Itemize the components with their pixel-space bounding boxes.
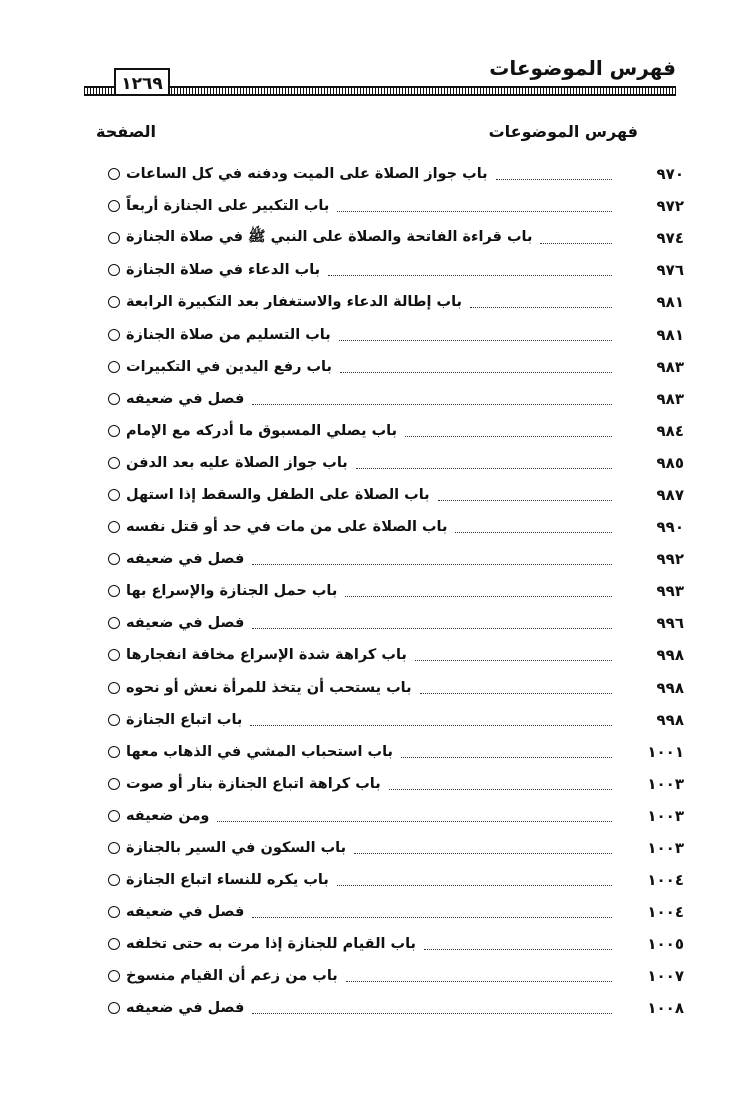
circle-bullet-icon xyxy=(108,457,120,469)
toc-row xyxy=(100,736,684,768)
toc-entry-page: ١٠٠٥ xyxy=(647,935,684,954)
toc-entry-title: باب قراءة الفاتحة والصلاة على النبي ﷺ في صلاة الجنازة xyxy=(126,228,533,245)
dot-leader xyxy=(250,724,612,726)
dot-leader xyxy=(328,274,612,276)
toc-entry-title: باب التكبير على الجنازة أربعاً xyxy=(126,198,330,215)
toc-row xyxy=(100,992,684,1024)
circle-bullet-icon xyxy=(108,970,120,982)
dot-leader xyxy=(217,820,612,822)
circle-bullet-icon xyxy=(108,1002,120,1014)
toc-entry-page: ٩٩٨ xyxy=(656,646,684,665)
toc-row xyxy=(100,864,684,896)
toc-row xyxy=(100,351,684,383)
circle-bullet-icon xyxy=(108,617,120,629)
dot-leader xyxy=(470,306,612,308)
dot-leader xyxy=(405,435,612,437)
circle-bullet-icon xyxy=(108,553,120,565)
dot-leader xyxy=(540,242,612,244)
toc-row xyxy=(100,415,684,447)
dot-leader xyxy=(420,692,612,694)
dot-leader xyxy=(339,339,612,341)
circle-bullet-icon xyxy=(108,778,120,790)
dot-leader xyxy=(252,627,612,629)
toc-entry-page: ٩٨٣ xyxy=(656,389,684,408)
dot-leader xyxy=(354,852,612,854)
toc-entry-page: ٩٧٦ xyxy=(656,261,684,280)
toc-row xyxy=(100,190,684,222)
toc-row xyxy=(100,639,684,671)
toc-entry-title: فصل في ضعيفه xyxy=(126,904,245,921)
circle-bullet-icon xyxy=(108,168,120,180)
toc-row xyxy=(100,447,684,479)
toc-entry-title: باب السكون في السير بالجنازة xyxy=(126,840,347,857)
toc-row xyxy=(100,575,684,607)
toc-entry-title: باب حمل الجنازة والإسراع بها xyxy=(126,583,338,600)
dot-leader xyxy=(337,210,612,212)
toc-entry-title: فصل في ضعيفه xyxy=(126,1000,245,1017)
dot-leader xyxy=(415,659,612,661)
circle-bullet-icon xyxy=(108,585,120,597)
dot-leader xyxy=(252,403,612,405)
toc-entry-page: ٩٨١ xyxy=(656,325,684,344)
toc-entry-page: ٩٨٣ xyxy=(656,357,684,376)
toc-entry-page: ٩٩٦ xyxy=(656,614,684,633)
toc-entry-title: فصل في ضعيفه xyxy=(126,551,245,568)
circle-bullet-icon xyxy=(108,489,120,501)
toc-row xyxy=(100,254,684,286)
toc-entry-title: ومن ضعيفه xyxy=(126,807,210,824)
dot-leader xyxy=(455,531,612,533)
circle-bullet-icon xyxy=(108,906,120,918)
circle-bullet-icon xyxy=(108,810,120,822)
circle-bullet-icon xyxy=(108,329,120,341)
toc-row xyxy=(100,222,684,254)
page-number: ١٢٦٩ xyxy=(114,68,170,96)
circle-bullet-icon xyxy=(108,200,120,212)
toc-entry-title: باب التسليم من صلاة الجنازة xyxy=(126,326,331,343)
toc-row xyxy=(100,800,684,832)
dot-leader xyxy=(496,178,612,180)
toc-entry-title: باب يكره للنساء اتباع الجنازة xyxy=(126,872,329,889)
toc-entry-title: باب رفع اليدين في التكبيرات xyxy=(126,358,332,375)
toc-entry-page: ٩٧٠ xyxy=(656,165,684,184)
toc-entry-page: ٩٩٠ xyxy=(656,518,684,537)
toc-row xyxy=(100,607,684,639)
toc-entry-title: باب الصلاة على الطفل والسقط إذا استهل xyxy=(126,486,430,503)
toc-row xyxy=(100,383,684,415)
toc-row xyxy=(100,896,684,928)
circle-bullet-icon xyxy=(108,425,120,437)
toc-entry-page: ٩٨٧ xyxy=(656,485,684,504)
page-column-heading: الصفحة xyxy=(96,122,157,141)
dot-leader xyxy=(346,980,612,982)
circle-bullet-icon xyxy=(108,714,120,726)
dot-leader xyxy=(345,595,612,597)
toc-entry-page: ٩٩٣ xyxy=(656,582,684,601)
circle-bullet-icon xyxy=(108,938,120,950)
toc-row xyxy=(100,768,684,800)
toc-row xyxy=(100,318,684,350)
toc-entry-page: ١٠٠٨ xyxy=(647,999,684,1018)
header-rule xyxy=(84,86,676,96)
toc-entry-title: فصل في ضعيفه xyxy=(126,615,245,632)
circle-bullet-icon xyxy=(108,521,120,533)
circle-bullet-icon xyxy=(108,393,120,405)
toc-row xyxy=(100,511,684,543)
running-title: فهرس الموضوعات xyxy=(489,56,676,80)
toc-entry-page: ٩٨٤ xyxy=(656,421,684,440)
circle-bullet-icon xyxy=(108,682,120,694)
circle-bullet-icon xyxy=(108,874,120,886)
toc-entry-title: باب إطالة الدعاء والاستغفار بعد التكبيرة الرابعة xyxy=(126,294,462,311)
toc-entry-title: باب الدعاء في صلاة الجنازة xyxy=(126,262,321,279)
running-header xyxy=(84,52,676,98)
toc-entry-page: ٩٨٥ xyxy=(656,453,684,472)
toc-entry-title: باب كراهة اتباع الجنازة بنار أو صوت xyxy=(126,775,381,792)
toc-entry-page: ١٠٠٣ xyxy=(647,839,684,858)
circle-bullet-icon xyxy=(108,842,120,854)
toc-row xyxy=(100,543,684,575)
toc-row xyxy=(100,832,684,864)
dot-leader xyxy=(389,788,612,790)
toc-row xyxy=(100,704,684,736)
toc-entry-page: ٩٨١ xyxy=(656,293,684,312)
dot-leader xyxy=(340,371,612,373)
toc-entry-title: باب من زعم أن القيام منسوخ xyxy=(126,968,338,985)
circle-bullet-icon xyxy=(108,264,120,276)
toc-entry-title: باب جواز الصلاة عليه بعد الدفن xyxy=(126,454,348,471)
toc-entry-page: ٩٧٤ xyxy=(656,229,684,248)
toc-entry-title: باب جواز الصلاة على الميت ودفنه في كل الساعات xyxy=(126,166,488,183)
topics-column-heading: فهرس الموضوعات xyxy=(488,122,638,141)
dot-leader xyxy=(252,1012,612,1014)
toc-row xyxy=(100,928,684,960)
dot-leader xyxy=(438,499,612,501)
dot-leader xyxy=(252,916,612,918)
toc-entry-page: ٩٩٨ xyxy=(656,710,684,729)
toc-entry-page: ١٠٠٣ xyxy=(647,774,684,793)
circle-bullet-icon xyxy=(108,296,120,308)
dot-leader xyxy=(356,467,612,469)
dot-leader xyxy=(401,756,612,758)
circle-bullet-icon xyxy=(108,232,120,244)
toc-row xyxy=(100,479,684,511)
circle-bullet-icon xyxy=(108,361,120,373)
toc-entry-title: فصل في ضعيفه xyxy=(126,390,245,407)
toc-entry-page: ٩٩٨ xyxy=(656,678,684,697)
toc-row xyxy=(100,158,684,190)
toc-entry-page: ١٠٠٧ xyxy=(647,967,684,986)
toc-entry-page: ١٠٠١ xyxy=(647,742,684,761)
toc-entry-title: باب يصلي المسبوق ما أدركه مع الإمام xyxy=(126,422,398,439)
toc-entry-page: ٩٧٢ xyxy=(656,197,684,216)
toc-entry-page: ٩٩٢ xyxy=(656,550,684,569)
toc-entry-title: باب يستحب أن يتخذ للمرأة نعش أو نحوه xyxy=(126,679,412,696)
circle-bullet-icon xyxy=(108,746,120,758)
toc-entry-page: ١٠٠٤ xyxy=(647,903,684,922)
toc-entry-title: باب استحباب المشي في الذهاب معها xyxy=(126,743,393,760)
toc-entry-page: ١٠٠٣ xyxy=(647,806,684,825)
table-of-contents xyxy=(100,158,684,1025)
dot-leader xyxy=(424,948,612,950)
toc-entry-title: باب اتباع الجنازة xyxy=(126,711,243,728)
dot-leader xyxy=(337,884,612,886)
toc-entry-page: ١٠٠٤ xyxy=(647,871,684,890)
circle-bullet-icon xyxy=(108,649,120,661)
toc-row xyxy=(100,960,684,992)
toc-row xyxy=(100,672,684,704)
dot-leader xyxy=(252,563,612,565)
toc-row xyxy=(100,286,684,318)
toc-entry-title: باب الصلاة على من مات في حد أو قتل نفسه xyxy=(126,519,448,536)
toc-entry-title: باب كراهة شدة الإسراع مخافة انفجارها xyxy=(126,647,407,664)
toc-entry-title: باب القيام للجنازة إذا مرت به حتى تخلفه xyxy=(126,936,416,953)
